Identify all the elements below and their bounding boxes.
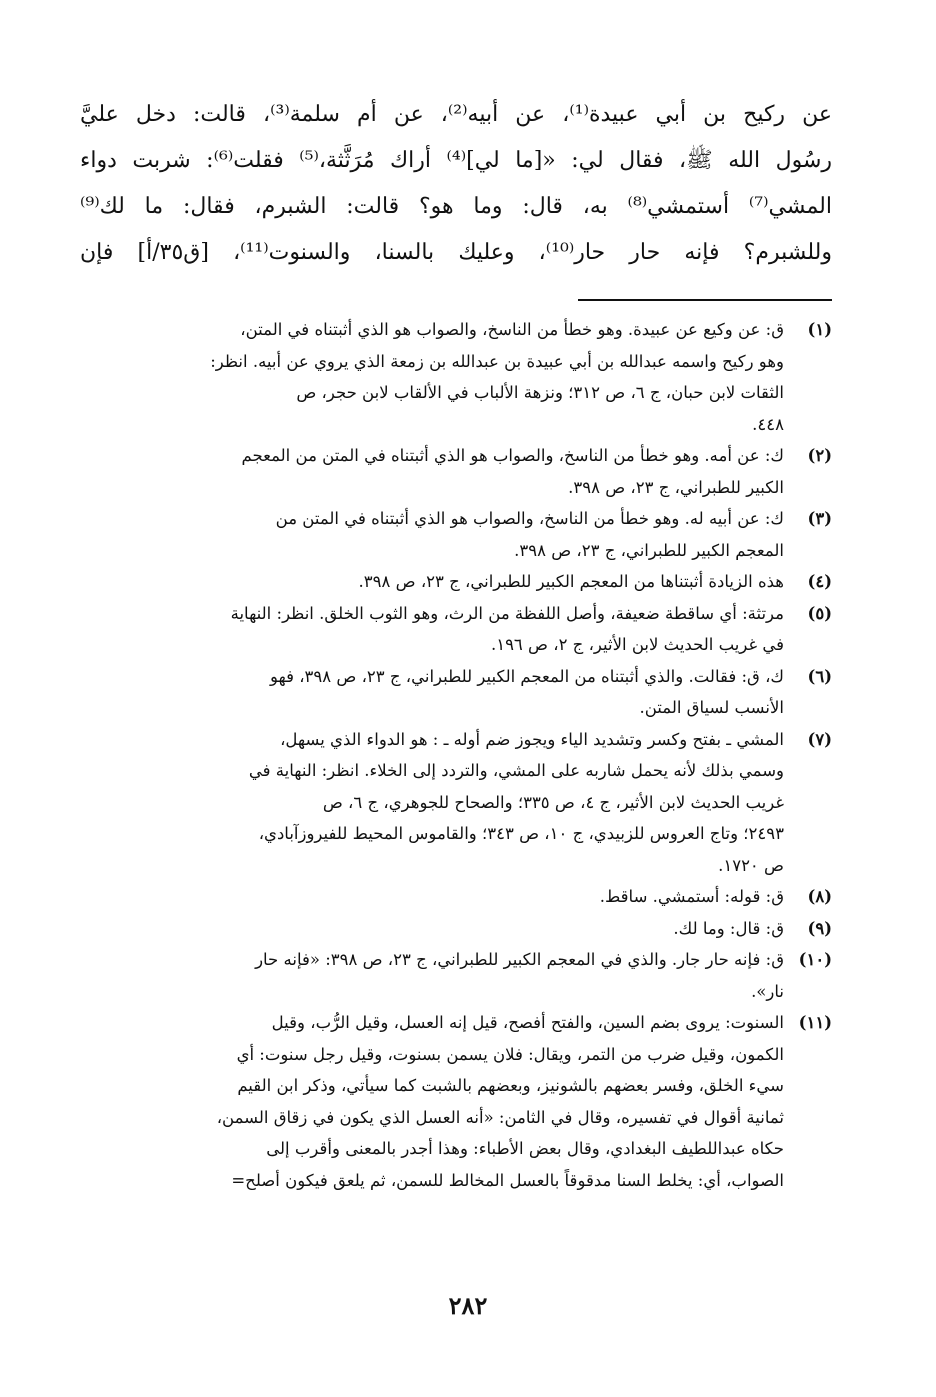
footnote-text [80, 598, 784, 661]
main-text-line: وللشبرم؟ فإنه حار حار⁽¹⁰⁾، وعليك بالسنا، والسنوت⁽¹¹⁾، [ق٣٥/أ] فإن [80, 240, 832, 265]
footnotes [80, 314, 832, 1196]
footnote-number: (٥) [807, 603, 832, 623]
footnote-number: (٣) [807, 509, 832, 528]
footnote-number: (٩) [807, 918, 832, 938]
footnote-line: الأنسب لسياق المتن. [639, 698, 784, 717]
footnote-text [80, 881, 784, 913]
footnote-line: ٢٤٩٣؛ وتاج العروس للزبيدي، ج ١٠، ص ٣٤٣؛ والقاموس المحيط للفيروزآبادي، [258, 824, 784, 843]
footnote-line: ك، ق: فقالت. والذي أثبتناه من المعجم الكبير للطبراني، ج ٢٣، ص ٣٩٨، فهو [269, 666, 784, 686]
footnote-line: نار». [751, 981, 784, 1001]
footnote-number: (٤) [807, 572, 832, 591]
footnote-text [80, 566, 784, 598]
footnote-line: وهو ركيح واسمه عبدالله بن أبي عبيدة بن عبدالله بن زمعة الذي يروي عن أبيه. انظر: [210, 351, 784, 371]
footnote-text [80, 913, 784, 945]
footnote-8 [80, 881, 832, 913]
page-number: ٢٨٢ [448, 1291, 488, 1320]
footnote-7 [80, 724, 832, 882]
footnote-line: ك: عن أبيه له. وهو خطأ من الناسخ، والصواب هو الذي أثبتناه في المتن من [275, 509, 784, 528]
footnote-number: (١١) [798, 1013, 832, 1032]
footnote-text [80, 440, 784, 503]
footnote-line: ص ١٧٢٠. [718, 855, 784, 875]
footnote-2 [80, 440, 832, 503]
footnote-line: هذه الزيادة أثبتناها من المعجم الكبير للطبراني، ج ٢٣، ص ٣٩٨. [358, 572, 784, 591]
footnote-line: الكبير للطبراني، ج ٢٣، ص ٣٩٨. [568, 477, 784, 497]
footnote-text [80, 503, 784, 566]
footnote-number: (١) [807, 320, 832, 339]
footnote-number: (١٠) [798, 950, 832, 969]
footnote-text [80, 661, 784, 724]
footnote-line: ثمانية أقوال في تفسيره، وقال في الثامن: «أنه العسل الذي يكون في زقاق السمن، [216, 1107, 784, 1127]
footnote-line: الثقات لابن حبان، ج ٦، ص ٣١٢؛ ونزهة الألباب في الألقاب لابن حجر، ص [296, 383, 784, 402]
footnote-line: ق: عن وكيع عن عبيدة. وهو خطأ من الناسخ، والصواب هو الذي أثبتناه في المتن، [240, 320, 784, 339]
footnote-line: حكاه عبداللطيف البغدادي، وقال بعض الأطباء: وهذا أجدر بالمعنى وأقرب إلى [266, 1139, 784, 1158]
footnote-6 [80, 661, 832, 724]
footnote-line: الصواب، أي: يخلط السنا مدقوقاً بالعسل المخالط للسمن، ثم يلعق فيكون أصلح= [231, 1170, 784, 1190]
footnote-separator [578, 299, 832, 301]
footnote-line: وسمي بذلك لأنه يحمل شاربه على المشي، والتردد إلى الخلاء. انظر: النهاية في [248, 761, 784, 780]
footnote-11 [80, 1007, 832, 1196]
footnote-line: ك: عن أمه. وهو خطأ من الناسخ، والصواب هو الذي أثبتناه في المتن من المعجم [241, 446, 784, 465]
footnote-number: (٨) [807, 887, 832, 906]
footnote-line: الكمون، وقيل ضرب من التمر، ويقال: فلان يسمن بسنوت، وقيل رجل سنوت: أي [236, 1044, 784, 1064]
footnote-line: ق: قال: وما لك. [673, 918, 784, 938]
footnote-line: ٤٤٨. [752, 414, 784, 434]
main-text [80, 92, 832, 276]
footnote-line: المعجم الكبير للطبراني، ج ٢٣، ص ٣٩٨. [514, 540, 784, 560]
main-text-line: المشي⁽⁷⁾ أستمشي⁽⁸⁾ به، قال: وما هو؟ قالت: الشبرم، فقال: ما لك⁽⁹⁾ [80, 194, 832, 219]
footnote-line: ق: فإنه حار جار. والذي في المعجم الكبير للطبراني، ج ٢٣، ص ٣٩٨: «فإنه حار [255, 950, 784, 969]
footnote-3 [80, 503, 832, 566]
footnote-text [80, 314, 784, 440]
main-text-line: عن ركيح بن أبي عبيدة⁽¹⁾، عن أبيه⁽²⁾، عن أم سلمة⁽³⁾، قالت: دخل عليَّ [80, 102, 833, 127]
footnote-line: المشي ـ بفتح وكسر وتشديد الياء ويجوز ضم أوله ـ : هو الدواء الذي يسهل، [280, 729, 784, 749]
main-text-line: رسُول الله ﷺ، فقال لي: «[ما لي]⁽⁴⁾ أراك مُرَثَّثة،⁽⁵⁾ فقلت⁽⁶⁾: شربت دواء [80, 148, 833, 173]
footnote-number: (٦) [807, 666, 832, 686]
footnote-text [80, 1007, 784, 1196]
footnote-line: مرتثة: أي ساقطة ضعيفة، وأصل اللفظة من الرث، وهو الثوب الخلق. انظر: النهاية [230, 603, 784, 623]
footnote-line: السنوت: يروى بضم السين، والفتح أفصح، قيل إنه العسل، وقيل الرُّب، وقيل [271, 1013, 784, 1032]
footnote-text [80, 724, 784, 882]
footnote-4 [80, 566, 832, 598]
footnote-5 [80, 598, 832, 661]
footnote-line: في غريب الحديث لابن الأثير، ج ٢، ص ١٩٦. [490, 635, 784, 654]
footnote-number: (٢) [807, 446, 832, 465]
footnote-1 [80, 314, 832, 440]
footnote-number: (٧) [807, 729, 832, 749]
footnote-line: غريب الحديث لابن الأثير، ج ٤، ص ٣٣٥؛ والصحاح للجوهري، ج ٦، ص [322, 792, 784, 812]
footnote-9 [80, 913, 832, 945]
footnote-line: ق: قوله: أستمشي. ساقط. [599, 887, 784, 906]
footnote-text [80, 944, 784, 1007]
footnote-10 [80, 944, 832, 1007]
footnote-line: سيء الخلق، وفسر بعضهم بالشونيز، وبعضهم بالشبت كما سيأتي، وذكر ابن القيم [237, 1076, 784, 1095]
